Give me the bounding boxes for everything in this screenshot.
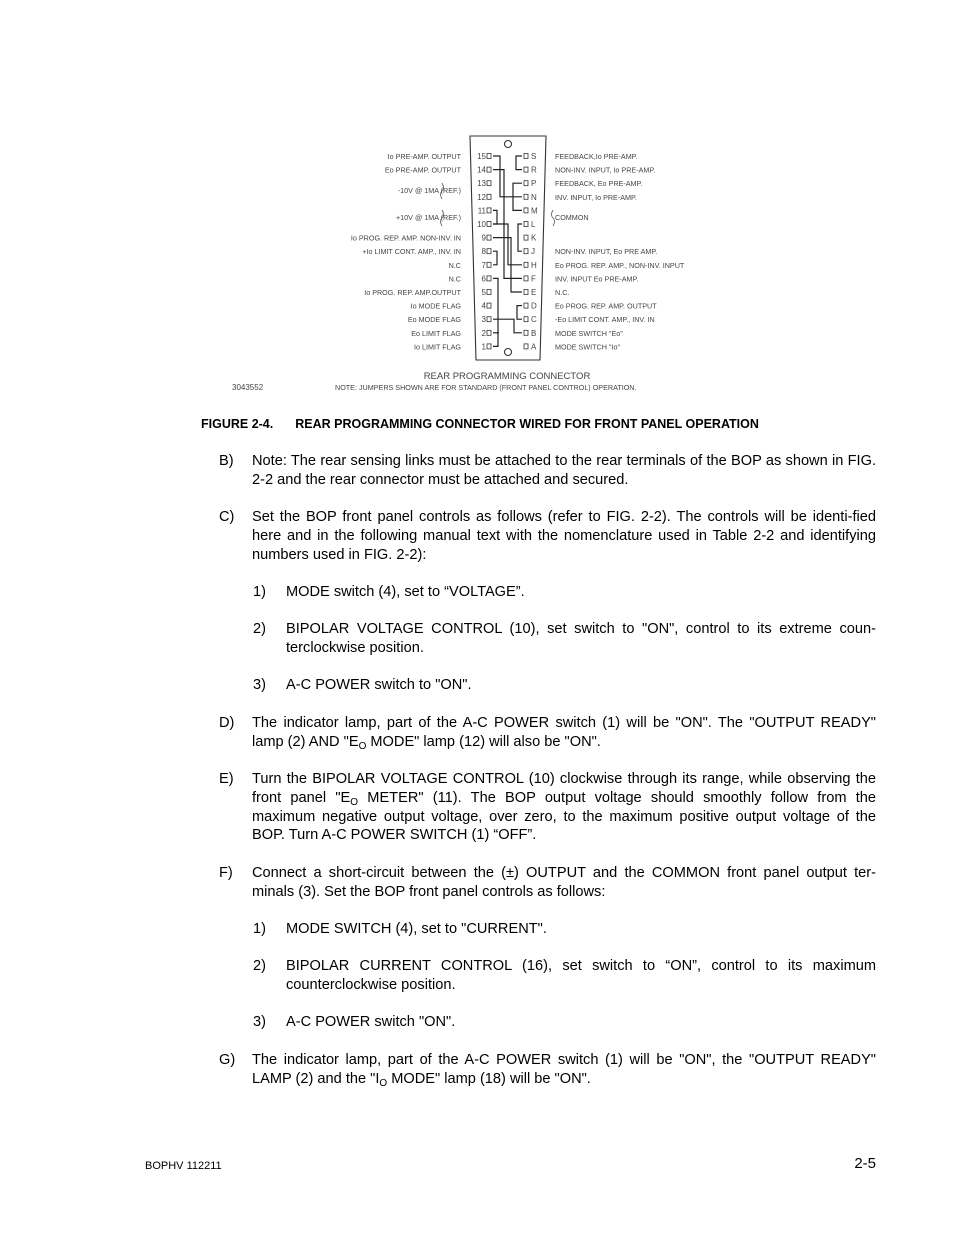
right-signal-label: COMMON — [555, 213, 589, 223]
right-pin-A: A — [531, 342, 537, 352]
right-pin-socket — [524, 167, 528, 172]
jumper-wire — [517, 306, 522, 320]
mounting-hole-bottom — [505, 349, 512, 356]
figure-caption — [201, 417, 759, 431]
left-signal-label: +Io LIMIT CONT. AMP., INV. IN — [362, 247, 461, 257]
substep-text: MODE SWITCH (4), set to "CURRENT". — [286, 921, 547, 937]
left-pin-socket — [487, 262, 491, 267]
left-pin-15: 15 — [477, 152, 486, 161]
left-pin-12: 12 — [477, 192, 486, 202]
left-pin-5: 5 — [481, 288, 486, 297]
jumper-wire — [493, 156, 522, 197]
left-signal-label: +10V @ 1MA (REF.) — [395, 213, 461, 223]
left-pin-socket — [487, 154, 491, 159]
step-label: E) — [219, 771, 234, 787]
right-pin-column — [524, 152, 538, 351]
right-pin-socket — [524, 154, 528, 159]
substep-label: 2) — [253, 621, 266, 637]
rear-programming-connector-diagram — [228, 128, 728, 398]
step-text: The indicator lamp, part of the A-C POWER switch (1) will be "ON", the "OUTPUT READY" LAMP (2) and the "$I_O$ MODE" lamp (18) will be "ON". — [252, 1052, 876, 1089]
step-text: Turn the BIPOLAR VOLTAGE CONTROL (10) clockwise through its range, while observing the front panel "$E_O$ METER" (11). The BOP output voltage should smoothly follow from the maximum negative output voltage, over zero, to the maximum positive output voltage of the BOP. Turn A-C POWER SWITCH (1) “OFF”. — [252, 771, 876, 844]
right-pin-H: H — [531, 260, 537, 270]
left-pin-socket — [487, 317, 491, 322]
step-text: The indicator lamp, part of the A-C POWER switch (1) will be "ON". The "OUTPUT READY" lamp (2) AND "$E_O$ MODE" lamp (12) will also be "ON". — [252, 715, 876, 752]
left-pin-socket — [487, 208, 491, 213]
step-text: Connect a short-circuit between the (±) OUTPUT and the COMMON front panel output ter-minals (3). Set the BOP front panel controls as follows: — [252, 865, 876, 900]
left-signal-label: Io MODE FLAG — [410, 301, 461, 311]
jumper-wire — [518, 224, 522, 251]
right-pin-socket — [524, 344, 528, 349]
left-pin-socket — [487, 235, 491, 240]
left-pin-socket — [487, 181, 491, 186]
substep-label: 3) — [253, 677, 266, 693]
figure-number: FIGURE 2-4. — [201, 417, 274, 431]
right-pin-socket — [524, 262, 528, 267]
right-pin-J: J — [531, 247, 535, 257]
right-pin-E: E — [531, 288, 537, 297]
right-signal-label: NON-INV. INPUT, Io PRE-AMP. — [555, 165, 656, 175]
left-pin-7: 7 — [481, 260, 486, 270]
left-pin-socket — [487, 194, 491, 199]
jumper-wire — [493, 210, 497, 224]
left-signal-label: Io LIMIT FLAG — [414, 342, 461, 352]
jumper-note: NOTE: JUMPERS SHOWN ARE FOR STANDARD (FRONT PANEL CONTROL) OPERATION. — [335, 383, 637, 392]
left-pin-column — [477, 152, 491, 351]
figure-title: REAR PROGRAMMING CONNECTOR WIRED FOR FRONT PANEL OPERATION — [295, 417, 759, 431]
right-pin-socket — [524, 249, 528, 254]
jumper-wires — [493, 156, 522, 346]
right-pin-S: S — [531, 152, 537, 161]
substep-text: A-C POWER switch "ON". — [286, 1014, 456, 1030]
step-label: F) — [219, 865, 233, 881]
jumper-wire — [493, 251, 497, 265]
left-signal-label: Eo PRE-AMP. OUTPUT — [384, 165, 461, 175]
step-label: C) — [219, 509, 235, 525]
left-pin-13: 13 — [477, 179, 486, 189]
left-pin-6: 6 — [481, 274, 486, 284]
right-signal-label: MODE SWITCH "Eo" — [555, 328, 623, 338]
right-pin-socket — [524, 276, 528, 281]
substep-label: 1) — [253, 921, 266, 937]
right-pin-L: L — [531, 220, 536, 229]
left-pin-2: 2 — [481, 328, 486, 338]
substep-text: BIPOLAR CURRENT CONTROL (16), set switch to “ON”, control to its maximum counterclockwise position. — [286, 958, 876, 993]
step-label: B) — [219, 453, 234, 469]
right-pin-D: D — [531, 301, 537, 311]
right-pin-R: R — [531, 165, 537, 175]
left-signal-labels — [351, 152, 462, 351]
jumper-wire — [493, 278, 498, 346]
right-pin-socket — [524, 208, 528, 213]
right-signal-label: MODE SWITCH "Io" — [555, 342, 620, 352]
left-pin-socket — [487, 276, 491, 281]
right-signal-label: NON-INV. INPUT, Eo PRE AMP. — [555, 247, 658, 257]
right-pin-K: K — [531, 233, 537, 243]
document-id: BOPHV 112211 — [145, 1160, 222, 1172]
left-pin-socket — [487, 330, 491, 335]
substep-text: MODE switch (4), set to “VOLTAGE”. — [286, 584, 525, 600]
right-signal-label: INV. INPUT Eo PRE-AMP. — [555, 274, 639, 284]
right-pin-B: B — [531, 328, 537, 338]
drawing-number: 3043552 — [232, 383, 264, 392]
right-signal-label: N.C. — [555, 288, 570, 297]
substep-text: A-C POWER switch to "ON". — [286, 677, 472, 693]
right-signal-label: Eo PROG. REP. AMP. OUTPUT — [555, 301, 657, 311]
left-pin-socket — [487, 222, 491, 227]
right-signal-label: FEEDBACK, Eo PRE-AMP. — [555, 179, 643, 189]
mounting-hole-top — [505, 141, 512, 148]
left-pin-socket — [487, 290, 491, 295]
left-pin-9: 9 — [481, 233, 486, 243]
left-pin-1: 1 — [481, 342, 486, 352]
right-pin-P: P — [531, 179, 537, 189]
step-label: G) — [219, 1052, 236, 1068]
left-pin-socket — [487, 303, 491, 308]
left-pin-8: 8 — [481, 247, 486, 257]
left-pin-11: 11 — [477, 206, 486, 216]
substep-text: BIPOLAR VOLTAGE CONTROL (10), set switch to "ON", control to its extreme coun-terclockwise position. — [286, 621, 876, 656]
right-pin-socket — [524, 235, 528, 240]
right-pin-socket — [524, 330, 528, 335]
left-signal-label: Io PROG. REP. AMP. NON-INV. IN — [350, 233, 461, 243]
step-text: Set the BOP front panel controls as follows (refer to FIG. 2-2). The controls will be identi-fied here and in the following manual text with the nomenclature used in Table 2-2 and identifying numbers used in FIG. 2-2): — [252, 509, 876, 563]
jumper-wire — [516, 156, 522, 170]
right-pin-C: C — [531, 315, 537, 325]
right-pin-M: M — [531, 206, 538, 216]
left-pin-4: 4 — [481, 301, 486, 311]
right-signal-label: INV. INPUT, Io PRE-AMP. — [555, 192, 637, 202]
step-text: Note: The rear sensing links must be attached to the rear terminals of the BOP as shown in FIG. 2-2 and the rear connector must be attached and secured. — [252, 453, 876, 488]
right-pin-N: N — [531, 192, 537, 202]
left-signal-label: Io PRE-AMP. OUTPUT — [387, 152, 461, 161]
right-pin-socket — [524, 194, 528, 199]
left-pin-14: 14 — [477, 165, 486, 175]
left-signal-label: N.C — [448, 274, 461, 284]
left-signal-label: N.C — [448, 260, 461, 270]
left-pin-socket — [487, 249, 491, 254]
right-signal-label: Eo PROG. REP. AMP., NON-INV. INPUT — [555, 260, 685, 270]
left-pin-10: 10 — [477, 220, 486, 229]
substep-label: 1) — [253, 584, 266, 600]
right-pin-F: F — [531, 274, 536, 284]
right-signal-label: -Eo LIMIT CONT. AMP., INV. IN — [555, 315, 655, 325]
right-pin-socket — [524, 290, 528, 295]
step-label: D) — [219, 715, 235, 731]
page-number: 2-5 — [854, 1155, 876, 1172]
left-pin-socket — [487, 167, 491, 172]
left-signal-label: Eo MODE FLAG — [407, 315, 461, 325]
left-pin-socket — [487, 344, 491, 349]
substep-label: 2) — [253, 958, 266, 974]
right-pin-socket — [524, 303, 528, 308]
left-signal-label: Eo LIMIT FLAG — [411, 328, 461, 338]
right-signal-labels — [555, 152, 685, 351]
right-pin-socket — [524, 222, 528, 227]
right-pin-socket — [524, 181, 528, 186]
substep-label: 3) — [253, 1014, 266, 1030]
left-pin-3: 3 — [481, 315, 486, 325]
connector-title: REAR PROGRAMMING CONNECTOR — [423, 371, 591, 382]
right-signal-label: FEEDBACK,Io PRE-AMP. — [555, 152, 638, 161]
left-signal-label: -10V @ 1MA (REF.) — [397, 186, 461, 195]
left-signal-label: Io PROG. REP. AMP.OUTPUT — [364, 288, 461, 297]
right-pin-socket — [524, 317, 528, 322]
jumper-wire — [493, 319, 522, 333]
